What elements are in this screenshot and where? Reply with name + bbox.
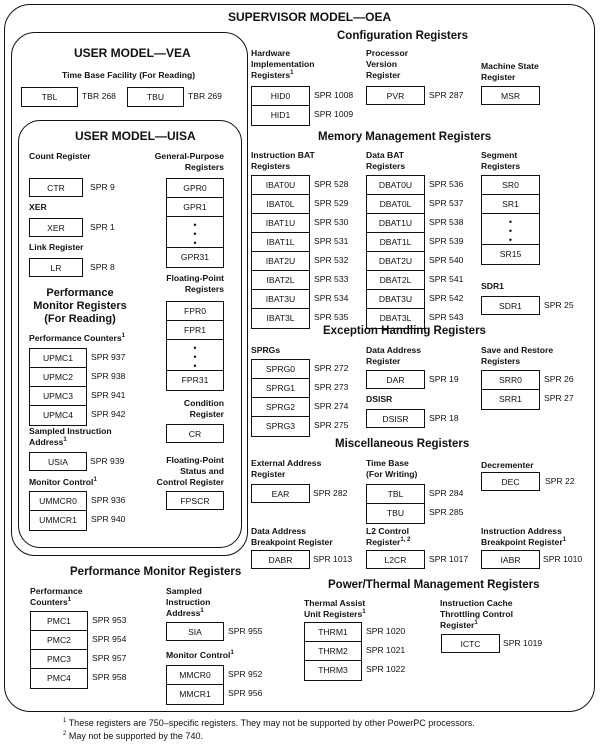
fpscr-label: Floating-Point Status and Control Register	[156, 455, 224, 487]
xer-label: XER	[29, 202, 47, 212]
register-pvr[interactable]: PVR	[366, 86, 425, 105]
register-sdr1[interactable]: SDR1	[481, 296, 540, 315]
spr-number: SPR 957	[92, 653, 127, 663]
register-usia[interactable]: USIA	[29, 452, 87, 471]
spr-number: SPR 272	[314, 363, 349, 373]
register-gpr31[interactable]: GPR31	[180, 252, 210, 262]
spr-number: SPR 956	[228, 688, 263, 698]
dar-label: Data Address Register	[366, 345, 422, 366]
register-pmc4[interactable]: PMC4	[47, 673, 71, 683]
register-ibat2l[interactable]: IBAT2L	[252, 271, 309, 290]
register-dbat3l[interactable]: DBAT3L	[379, 313, 412, 323]
register-upmc1[interactable]: UPMC1	[30, 349, 86, 368]
thrm-register-stack	[304, 622, 362, 681]
register-tbl-read[interactable]: TBL	[21, 87, 78, 107]
register-thrm3[interactable]: THRM3	[318, 665, 348, 675]
pm-counters-label: Performance Counters$^1$	[30, 586, 83, 607]
register-dec[interactable]: DEC	[481, 472, 540, 491]
spr-number: SPR 542	[429, 293, 464, 303]
register-ctr[interactable]: CTR	[29, 178, 83, 197]
dsisr-label: DSISR	[366, 394, 393, 404]
register-fpscr[interactable]: FPSCR	[166, 491, 224, 510]
hid-register-stack	[251, 86, 310, 126]
register-srr0[interactable]: SRR0	[482, 371, 539, 390]
register-upmc3[interactable]: UPMC3	[30, 387, 86, 406]
perf-monitor-title: Performance Monitor Registers	[70, 566, 242, 578]
link-register-label: Link Register	[29, 242, 84, 252]
time-base-write-label: Time Base (For Writing)	[366, 458, 418, 479]
register-sr15[interactable]: SR15	[499, 249, 522, 259]
register-ibat3u[interactable]: IBAT3U	[252, 290, 309, 309]
spr-number: SPR 1017	[429, 554, 469, 564]
spr-number: SPR 937	[91, 352, 126, 362]
register-sprg2[interactable]: SPRG2	[252, 398, 309, 417]
misc-registers-title: Miscellaneous Registers	[335, 438, 470, 450]
count-register-label: Count Register	[29, 151, 91, 161]
spr-number: SPR 282	[313, 488, 348, 498]
register-sprg1[interactable]: SPRG1	[252, 379, 309, 398]
l2cr-label: L2 Control Register$^{1, 2}$	[366, 526, 411, 547]
register-mmcr0[interactable]: MMCR0	[167, 666, 223, 685]
spr-number: SPR 529	[314, 198, 349, 208]
register-sprg3[interactable]: SPRG3	[265, 421, 296, 431]
spr-number: SPR 531	[314, 236, 349, 246]
register-ibat0u[interactable]: IBAT0U	[252, 176, 309, 195]
register-iabr[interactable]: IABR	[481, 550, 540, 569]
register-gpr0[interactable]: GPR0	[167, 179, 223, 198]
spr-number: SPR 953	[92, 615, 127, 625]
footnote-2: $^2$ May not be supported by the 740.	[63, 731, 203, 741]
spr-number: SPR 528	[314, 179, 349, 189]
register-dbat0u[interactable]: DBAT0U	[367, 176, 424, 195]
spr-number: TBR 268	[82, 91, 116, 101]
register-thrm2[interactable]: THRM2	[305, 642, 361, 661]
spr-number: SPR 273	[314, 382, 349, 392]
spr-number: SPR 940	[91, 514, 126, 524]
decrementer-label: Decrementer	[481, 460, 534, 470]
dbat-register-stack	[366, 175, 425, 329]
register-hid0[interactable]: HID0	[252, 87, 309, 106]
spr-number: SPR 1008	[314, 90, 354, 100]
spr-number: SPR 532	[314, 255, 349, 265]
register-mmcr1[interactable]: MMCR1	[179, 689, 211, 699]
register-dbat1u[interactable]: DBAT1U	[367, 214, 424, 233]
spr-number: SPR 25	[544, 300, 574, 310]
register-tbl[interactable]: TBL	[367, 485, 424, 504]
fpr-register-stack	[166, 301, 224, 391]
register-sprg0[interactable]: SPRG0	[252, 360, 309, 379]
spr-number: SPR 540	[429, 255, 464, 265]
spr-number: SPR 541	[429, 274, 464, 284]
register-thrm1[interactable]: THRM1	[305, 623, 361, 642]
register-l2cr[interactable]: L2CR	[366, 550, 425, 569]
spr-number: SPR 535	[314, 312, 349, 322]
srr-label: Save and Restore Registers	[481, 345, 554, 366]
fpr-label: Floating-Point Registers	[166, 273, 224, 294]
register-sia[interactable]: SIA	[166, 622, 224, 641]
register-srr1[interactable]: SRR1	[499, 394, 522, 404]
time-base-write-stack	[366, 484, 425, 524]
register-ummcr0[interactable]: UMMCR0	[30, 492, 86, 511]
segment-register-stack	[481, 175, 540, 265]
user-model-vea-title: USER MODEL—VEA	[74, 46, 191, 60]
ummcr-register-stack	[29, 491, 87, 531]
spr-number: SPR 1021	[366, 645, 406, 655]
spr-number: SPR 1010	[543, 554, 583, 564]
ellipsis-dots-icon: • • •	[167, 217, 223, 248]
condition-register-label: Condition Register	[183, 398, 224, 419]
spr-number: SPR 19	[429, 374, 459, 384]
register-dsisr[interactable]: DSISR	[366, 409, 425, 428]
register-ear[interactable]: EAR	[251, 484, 310, 503]
monitor-control-label: Monitor Control$^1$	[29, 477, 97, 487]
register-dbat3u[interactable]: DBAT3U	[367, 290, 424, 309]
spr-number: SPR 26	[544, 374, 574, 384]
spr-number: SPR 1020	[366, 626, 406, 636]
spr-number: SPR 275	[314, 420, 349, 430]
register-ibat1l[interactable]: IBAT1L	[252, 233, 309, 252]
spr-number: SPR 284	[429, 488, 464, 498]
register-fpr31[interactable]: FPR31	[181, 375, 209, 385]
iabr-label: Instruction Address Breakpoint Register$^1$	[481, 526, 567, 547]
perf-counters-label: Performance Counters$^1$	[29, 333, 125, 343]
register-upmc4[interactable]: UPMC4	[42, 410, 74, 420]
register-dbat0l[interactable]: DBAT0L	[367, 195, 424, 214]
register-ibat2u[interactable]: IBAT2U	[252, 252, 309, 271]
spr-number: SPR 22	[545, 476, 575, 486]
spr-number: SPR 538	[429, 217, 464, 227]
register-ibat1u[interactable]: IBAT1U	[252, 214, 309, 233]
ictc-label: Instruction Cache Throttling Control Register$^1$	[440, 598, 514, 630]
register-cr[interactable]: CR	[166, 424, 224, 443]
spr-number: SPR 942	[91, 409, 126, 419]
spr-number: SPR 936	[91, 495, 126, 505]
register-ibat0l[interactable]: IBAT0L	[252, 195, 309, 214]
config-registers-title: Configuration Registers	[337, 30, 468, 42]
spr-number: SPR 1019	[503, 638, 543, 648]
spr-number: SPR 543	[429, 312, 464, 322]
spr-number: SPR 958	[92, 672, 127, 682]
register-fpr0[interactable]: FPR0	[167, 302, 223, 321]
user-model-uisa-title: USER MODEL—UISA	[75, 129, 196, 143]
spr-number: SPR 534	[314, 293, 349, 303]
sprg-register-stack	[251, 359, 310, 437]
ellipsis-dots-icon: • • •	[482, 214, 539, 245]
register-dbat2u[interactable]: DBAT2U	[367, 252, 424, 271]
spr-number: SPR 18	[429, 413, 459, 423]
register-ummcr1[interactable]: UMMCR1	[39, 515, 77, 525]
register-pmc1[interactable]: PMC1	[31, 612, 87, 631]
spr-number: SPR 1013	[313, 554, 353, 564]
spr-number: SPR 287	[429, 90, 464, 100]
register-msr[interactable]: MSR	[481, 86, 540, 105]
spr-number: SPR 530	[314, 217, 349, 227]
power-thermal-title: Power/Thermal Management Registers	[328, 579, 540, 591]
sia-label: Sampled Instruction Address$^1$	[166, 586, 211, 618]
spr-number: SPR 1022	[366, 664, 406, 674]
msr-label: Machine State Register	[481, 61, 539, 82]
spr-number: SPR 285	[429, 507, 464, 517]
register-gpr1[interactable]: GPR1	[167, 198, 223, 217]
dbat-label: Data BAT Registers	[366, 150, 406, 171]
register-dabr[interactable]: DABR	[251, 550, 310, 569]
register-pmc3[interactable]: PMC3	[31, 650, 87, 669]
footnote-1: $^1$ These registers are 750–specific registers. They may not be supported by other PowerPC processors.	[63, 718, 475, 728]
thrm-label: Thermal Assist Unit Registers$^1$	[304, 598, 366, 619]
spr-number: TBR 269	[188, 91, 222, 101]
register-xer[interactable]: XER	[29, 218, 83, 237]
register-dbat1l[interactable]: DBAT1L	[367, 233, 424, 252]
register-hid1[interactable]: HID1	[270, 110, 291, 120]
supervisor-model-title: SUPERVISOR MODEL—OEA	[228, 10, 392, 24]
register-tbu[interactable]: TBU	[386, 508, 405, 518]
dabr-label: Data Address Breakpoint Register	[251, 526, 333, 547]
mmcr-register-stack	[166, 665, 224, 705]
ibat-register-stack	[251, 175, 310, 329]
exception-handling-title: Exception Handling Registers	[323, 325, 486, 337]
spr-number: SPR 27	[544, 393, 574, 403]
spr-number: SPR 954	[92, 634, 127, 644]
ellipsis-dots-icon: • • •	[167, 340, 223, 371]
spr-number: SPR 939	[90, 456, 125, 466]
sdr1-label: SDR1	[481, 281, 504, 291]
spr-number: SPR 1009	[314, 109, 354, 119]
spr-number: SPR 539	[429, 236, 464, 246]
register-lr[interactable]: LR	[29, 258, 83, 277]
spr-number: SPR 952	[228, 669, 263, 679]
register-fpr1[interactable]: FPR1	[167, 321, 223, 340]
srr-register-stack	[481, 370, 540, 410]
register-ibat3l[interactable]: IBAT3L	[266, 313, 295, 323]
spr-number: SPR 537	[429, 198, 464, 208]
register-dar[interactable]: DAR	[366, 370, 425, 389]
register-sr0[interactable]: SR0	[482, 176, 539, 195]
spr-number: SPR 533	[314, 274, 349, 284]
ibat-label: Instruction BAT Registers	[251, 150, 315, 171]
spr-number: SPR 938	[91, 371, 126, 381]
spr-number: SPR 941	[91, 390, 126, 400]
spr-number: SPR 9	[90, 182, 115, 192]
register-pmc2[interactable]: PMC2	[31, 631, 87, 650]
pm-monitor-control-label: Monitor Control$^1$	[166, 650, 234, 660]
upmc-register-stack	[29, 348, 87, 426]
spr-number: SPR 1	[90, 222, 115, 232]
spr-number: SPR 8	[90, 262, 115, 272]
spr-number: SPR 955	[228, 626, 263, 636]
pmc-register-stack	[30, 611, 88, 689]
ear-label: External Address Register	[251, 458, 322, 479]
register-ictc[interactable]: ICTC	[441, 634, 500, 653]
register-sr1[interactable]: SR1	[482, 195, 539, 214]
time-base-facility-label: Time Base Facility (For Reading)	[62, 70, 196, 80]
hid-label: Hardware Implementation Registers$^1$	[251, 48, 315, 80]
segment-registers-label: Segment Registers	[481, 150, 521, 171]
sprgs-label: SPRGs	[251, 345, 281, 355]
gpr-label: General-Purpose Registers	[154, 151, 224, 172]
register-upmc2[interactable]: UPMC2	[30, 368, 86, 387]
pvr-label: Processor Version Register	[366, 48, 409, 80]
register-dbat2l[interactable]: DBAT2L	[367, 271, 424, 290]
register-tbu-read[interactable]: TBU	[127, 87, 184, 107]
gpr-register-stack	[166, 178, 224, 268]
memory-management-title: Memory Management Registers	[318, 131, 492, 143]
spr-number: SPR 274	[314, 401, 349, 411]
uisa-perf-monitor-title: Performance Monitor Registers (For Reading)	[33, 287, 127, 325]
sampled-instruction-address-label: Sampled Instruction Address$^1$	[29, 426, 112, 447]
spr-number: SPR 536	[429, 179, 464, 189]
